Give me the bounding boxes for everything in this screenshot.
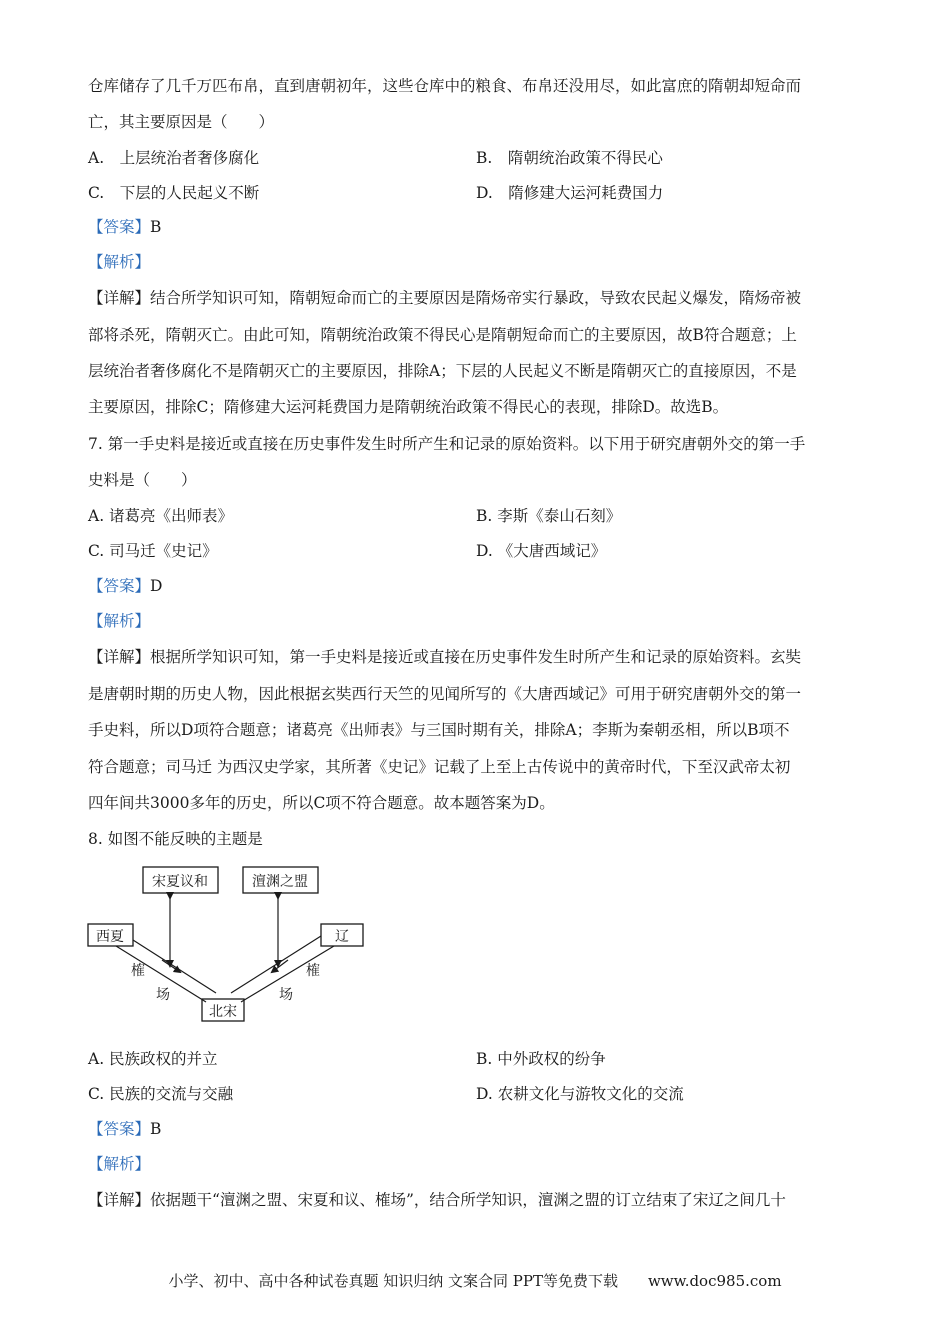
detail-tag: 【详解】 xyxy=(88,648,151,666)
q7-detail-line-3: 手史料，所以D项符合题意；诸葛亮《出师表》与三国时期有关，排除A；李斯为秦朝丞相，所以B项不 xyxy=(88,721,790,739)
q8-analysis-tag: 【解析】 xyxy=(88,1155,151,1173)
q6-option-b: B. 隋朝统治政策不得民心 xyxy=(476,149,663,167)
left-road-label-1: 榷 xyxy=(131,963,145,979)
q6-detail-line-3: 层统治者奢侈腐化不是隋朝灭亡的主要原因，排除A；下层的人民起义不断是隋朝灭亡的直接原因，不是 xyxy=(88,362,797,380)
q7-option-a: A. 诸葛亮《出师表》 xyxy=(88,507,234,525)
q7-detail-line-5: 四年间共3000多年的历史，所以C项不符合题意。故本题答案为D。 xyxy=(88,794,555,812)
q7-option-c: C. 司马迁《史记》 xyxy=(88,542,218,560)
q6-option-a: A. 上层统治者奢侈腐化 xyxy=(88,149,260,167)
answer-tag: 【答案】 xyxy=(88,577,151,595)
q6-detail-line-2: 部将杀死，隋朝灭亡。由此可知，隋朝统治政策不得民心是隋朝短命而亡的主要原因，故B符合题意；上 xyxy=(88,326,797,344)
q6-detail-line-1: 【详解】结合所学知识可知，隋朝短命而亡的主要原因是隋炀帝实行暴政，导致农民起义爆发，隋炀帝被 xyxy=(88,289,802,307)
label-xixia: 西夏 xyxy=(96,929,124,945)
q6-stem-line-1: 仓库储存了几千万匹布帛，直到唐朝初年，这些仓库中的粮食、布帛还没用尽，如此富庶的隋朝却短命而 xyxy=(88,77,802,95)
label-chanyuan-treaty: 澶渊之盟 xyxy=(252,874,308,890)
q6-option-d: D. 隋修建大运河耗费国力 xyxy=(476,184,664,202)
page-footer: 小学、初中、高中各种试卷真题 知识归纳 文案合同 PPT等免费下载 www.doc985.com xyxy=(168,1272,782,1290)
answer-tag: 【答案】 xyxy=(88,218,151,236)
label-beisong: 北宋 xyxy=(209,1004,237,1020)
q8-answer xyxy=(88,1119,161,1139)
q7-stem-line-2: 史料是（ ） xyxy=(88,471,197,489)
label-song-xia-peace: 宋夏议和 xyxy=(152,874,208,890)
q7-stem-line-1: 7. 第一手史料是接近或直接在历史事件发生时所产生和记录的原始资料。以下用于研究唐朝外交的第一手 xyxy=(88,435,806,453)
detail-tag: 【详解】 xyxy=(88,289,151,307)
q7-answer xyxy=(88,576,162,596)
answer-tag: 【答案】 xyxy=(88,1120,151,1138)
q6-analysis-tag: 【解析】 xyxy=(88,253,151,271)
q6-stem-line-2: 亡，其主要原因是（ ） xyxy=(88,113,275,131)
answer-value: D xyxy=(150,577,163,595)
q7-analysis-tag: 【解析】 xyxy=(88,612,151,630)
road-left-inner xyxy=(133,940,216,993)
q8-detail-line-1: 【详解】依据题干“澶渊之盟、宋夏和议、榷场”，结合所学知识，澶渊之盟的订立结束了宋辽之间几十 xyxy=(88,1191,786,1209)
q8-option-d: D. 农耕文化与游牧文化的交流 xyxy=(476,1085,684,1103)
right-road-label-2: 场 xyxy=(279,987,293,1003)
q7-detail-line-1: 【详解】根据所学知识可知，第一手史料是接近或直接在历史事件发生时所产生和记录的原始资料。玄奘 xyxy=(88,648,802,666)
answer-value: B xyxy=(150,1120,162,1138)
q7-option-b: B. 李斯《泰山石刻》 xyxy=(476,507,622,525)
q8-option-a: A. 民族政权的并立 xyxy=(88,1050,218,1068)
answer-value: B xyxy=(150,218,162,236)
q6-option-c: C. 下层的人民起义不断 xyxy=(88,184,260,202)
q7-option-d: D. 《大唐西域记》 xyxy=(476,542,607,560)
q8-stem: 8. 如图不能反映的主题是 xyxy=(88,830,263,848)
q8-option-b: B. 中外政权的纷争 xyxy=(476,1050,606,1068)
q6-detail-line-4: 主要原因，排除C；隋修建大运河耗费国力是隋朝统治政策不得民心的表现，排除D。故选B。 xyxy=(88,398,729,416)
q8-relationship-diagram xyxy=(88,862,388,1032)
detail-tag: 【详解】 xyxy=(88,1191,151,1209)
q7-detail-line-2: 是唐朝时期的历史人物，因此根据玄奘西行天竺的见闻所写的《大唐西域记》可用于研究唐朝外交的第一 xyxy=(88,685,802,703)
left-road-label-2: 场 xyxy=(156,987,170,1003)
q7-detail-line-4: 符合题意；司马迁 为西汉史学家，其所著《史记》记载了上至上古传说中的黄帝时代，下至汉武帝太初 xyxy=(88,758,791,776)
q8-option-c: C. 民族的交流与交融 xyxy=(88,1085,234,1103)
label-liao: 辽 xyxy=(335,929,349,945)
right-road-label-1: 榷 xyxy=(306,963,320,979)
arrow-left-road xyxy=(162,960,180,972)
q6-answer xyxy=(88,217,161,237)
